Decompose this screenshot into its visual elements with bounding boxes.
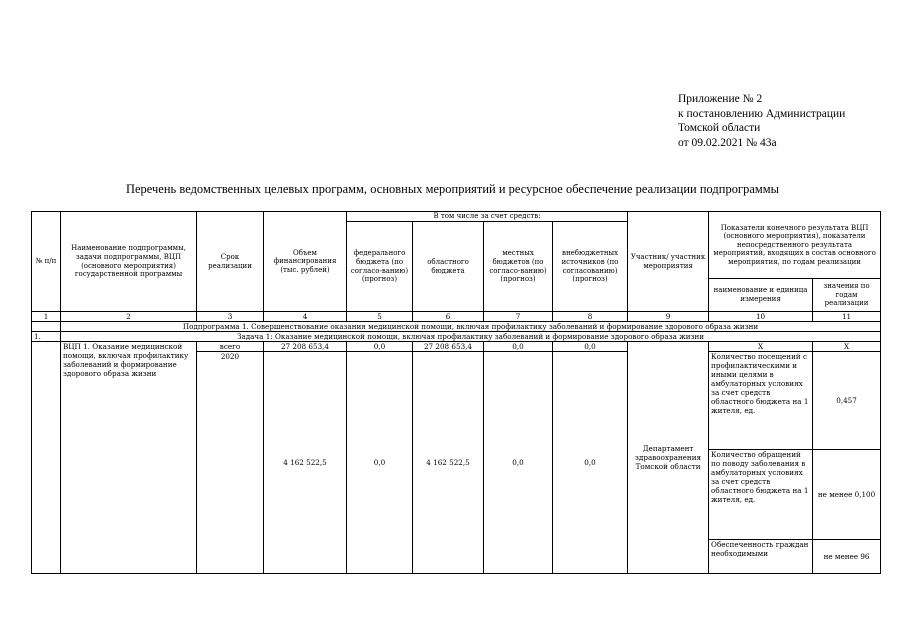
task-number: 1. <box>32 332 61 342</box>
indicator-name-3: Обеспеченность граждан необходимыми <box>709 540 813 574</box>
header-federal: федерального бюджета (по согласо-ванию) (прогноз) <box>347 222 413 312</box>
total-offbudget: 0,0 <box>553 342 628 352</box>
header-term: Срок реализации <box>197 212 264 312</box>
column-number-1: 1 <box>32 312 61 322</box>
column-number-6: 6 <box>413 312 484 322</box>
year-term: 2020 <box>197 352 264 574</box>
vcp-name: ВЦП 1. Оказание медицинской помощи, включая профилактику заболеваний и формирование здорового образа жизни <box>61 342 197 574</box>
header-indicator-name: наименование и единица измерения <box>709 279 813 312</box>
document-title: Перечень ведомственных целевых программ, основных мероприятий и ресурсное обеспечение реализации подпрограммы <box>125 182 780 196</box>
column-number-5: 5 <box>347 312 413 322</box>
year-regional: 4 162 522,5 <box>413 352 484 574</box>
programs-table <box>31 211 881 574</box>
indicator-value-3: не менее 96 <box>813 540 881 574</box>
indicator-value-2: не менее 0,100 <box>813 450 881 540</box>
header-offbudget: внебюджетных источников (по согласованию) (прогноз) <box>553 222 628 312</box>
subprogram-title: Подпрограмма 1. Совершенствование оказания медицинской помощи, включая профилактику заболеваний и формирование здорового образа жизни <box>61 322 881 332</box>
year-volume: 4 162 522,5 <box>264 352 347 574</box>
column-number-8: 8 <box>553 312 628 322</box>
appendix-line-2: к постановлению Администрации <box>678 107 846 120</box>
appendix-line-3: Томской области <box>678 122 761 134</box>
column-number-9: 9 <box>628 312 709 322</box>
header-including: В том числе за счет средств: <box>347 212 628 222</box>
total-federal: 0,0 <box>347 342 413 352</box>
appendix-line-4: от 09.02.2021 № 43а <box>678 136 777 149</box>
column-number-2: 2 <box>61 312 197 322</box>
total-local: 0,0 <box>484 342 553 352</box>
header-name: Наименование подпрограммы, задачи подпрограммы, ВЦП (основного мероприятия) государственной программы <box>61 212 197 312</box>
column-number-4: 4 <box>264 312 347 322</box>
indicator-name-2: Количество обращений по поводу заболевания в амбулаторных условиях за счет средств областного бюджета на 1 жителя, ед. <box>709 450 813 540</box>
header-indicator-values: значения по годам реализации <box>813 279 881 312</box>
header-local: местных бюджетов (по согласо-ванию) (прогноз) <box>484 222 553 312</box>
column-number-10: 10 <box>709 312 813 322</box>
column-number-3: 3 <box>197 312 264 322</box>
header-indicators: Показатели конечного результата ВЦП (основного мероприятия), показатели непосредственного результата мероприятий, входящих в состав основного мероприятия, по годам реализации <box>709 212 881 279</box>
header-num: № п/п <box>32 212 61 312</box>
total-regional: 27 208 653,4 <box>413 342 484 352</box>
total-indicator-value: Х <box>813 342 881 352</box>
appendix-block <box>678 92 845 150</box>
indicator-value-1: 0,457 <box>813 352 881 450</box>
total-label: всего <box>197 342 264 352</box>
year-local: 0,0 <box>484 352 553 574</box>
vcp-number-cell <box>32 342 61 574</box>
header-participant: Участник/ участник мероприятия <box>628 212 709 312</box>
indicator-name-1: Количество посещений с профилактическими и иными целями в амбулаторных условиях за счет средств областного бюджета на 1 жителя, ед. <box>709 352 813 450</box>
column-number-7: 7 <box>484 312 553 322</box>
total-indicator-name: Х <box>709 342 813 352</box>
total-volume: 27 208 653,4 <box>264 342 347 352</box>
appendix-line-1: Приложение № 2 <box>678 93 763 105</box>
column-number-11: 11 <box>813 312 881 322</box>
year-offbudget: 0,0 <box>553 352 628 574</box>
header-volume: Объем финансирования (тыс. рублей) <box>264 212 347 312</box>
task-title: Задача 1: Оказание медицинской помощи, включая профилактику заболеваний и формирование здорового образа жизни <box>61 332 881 342</box>
header-regional: областного бюджета <box>413 222 484 312</box>
year-federal: 0,0 <box>347 352 413 574</box>
participant: Департамент здравоохранения Томской области <box>628 342 709 574</box>
